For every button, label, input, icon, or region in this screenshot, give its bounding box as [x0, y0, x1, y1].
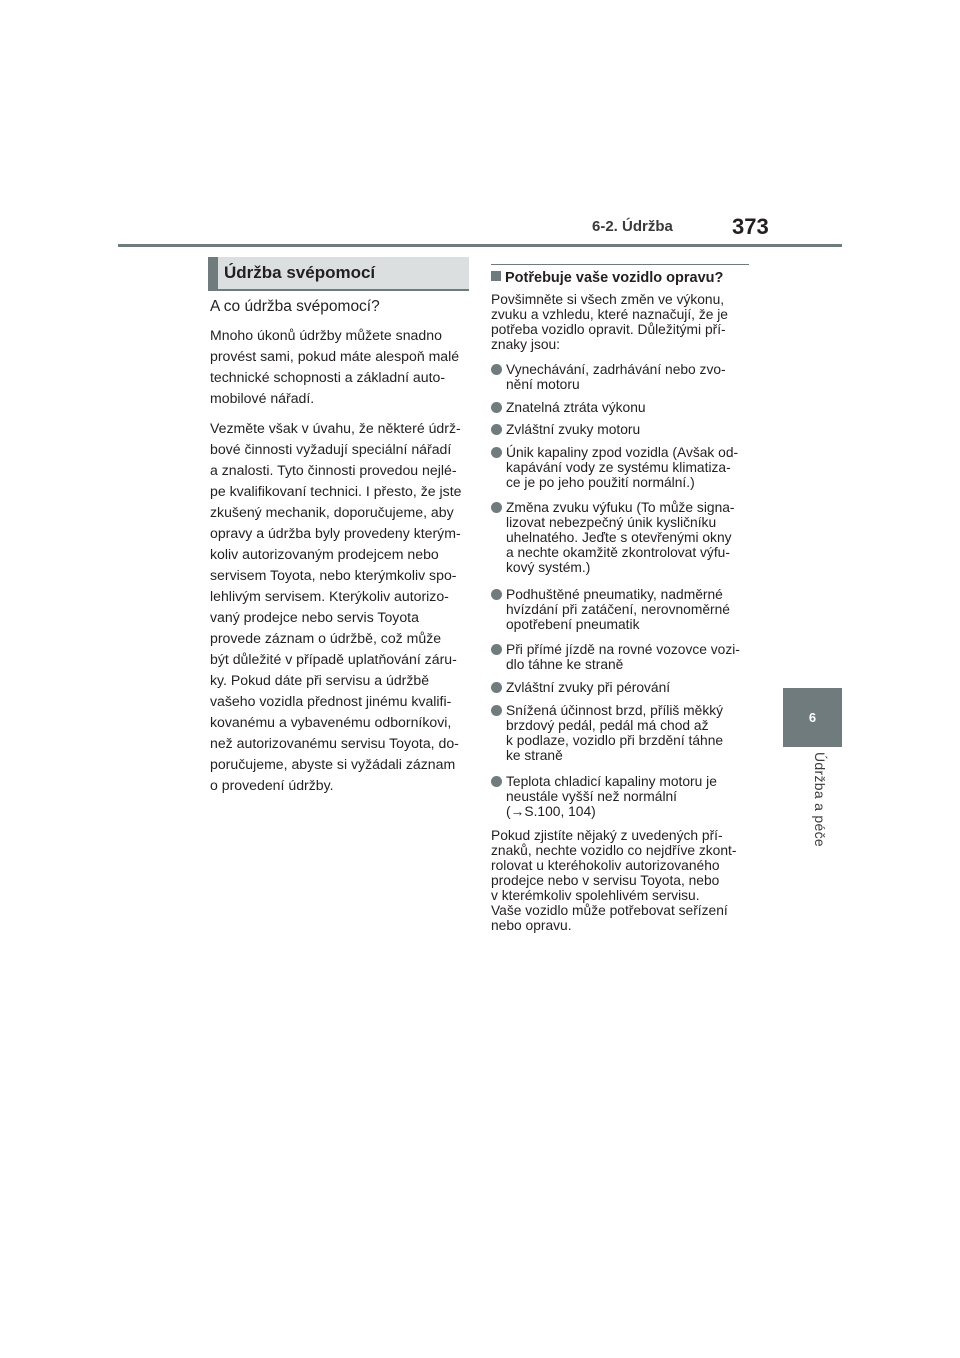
bullet-dot-icon — [491, 776, 502, 787]
text-line: Zvláštní zvuky při pérování — [506, 680, 671, 695]
chapter-number: 6 — [808, 710, 817, 725]
text-line: vašeho vozidla přednost jinému kvalifi- — [210, 693, 452, 709]
left-column — [210, 296, 472, 805]
text-line: a nechte okamžitě zkontrolovat výfu- — [506, 545, 730, 560]
text-line: Zvláštní zvuky motoru — [506, 422, 641, 437]
text-line: Vezměte však v úvahu, že některé údrž- — [210, 420, 461, 436]
text-line: a znalosti. Tyto činnosti provedou nejlé- — [210, 462, 457, 478]
text-line: znaků, nechte vozidlo co nejdříve zkont- — [491, 843, 737, 858]
bullet-dot-icon — [491, 402, 502, 413]
text-line: lizovat nebezpečný únik kysličníku — [506, 515, 717, 530]
text-line: prodejce nebo v servisu Toyota, nebo — [491, 873, 720, 888]
paragraph-2 — [210, 418, 472, 796]
text-line: Pokud zjistíte nějaký z uvedených pří- — [491, 828, 723, 843]
text-line: rolovat u kteréhokoliv autorizovaného — [491, 858, 720, 873]
bullet-dot-icon — [491, 705, 502, 716]
running-header-section: 6-2. Údržba — [592, 218, 673, 235]
square-bullet-icon — [491, 271, 501, 281]
text-line: Snížená účinnost brzd, příliš měkký — [506, 703, 724, 718]
text-line: provést sami, pokud máte alespoň malé — [210, 348, 460, 364]
text-line: kovanému a vybavenému odborníkovi, — [210, 714, 452, 730]
text-line: pe kvalifikovaní technici. I přesto, že jste — [210, 483, 462, 499]
subheading — [491, 270, 723, 286]
header-rule — [118, 244, 842, 247]
text-line: ke straně — [506, 748, 563, 763]
bullet-dot-icon — [491, 682, 502, 693]
text-line: Podhuštěné pneumatiky, nadměrné — [506, 587, 723, 602]
chapter-title: Údržba a péče — [812, 752, 828, 847]
text-line: kapávání vody ze systému klimatiza- — [506, 460, 731, 475]
bullet-dot-icon — [491, 424, 502, 435]
bullet-dot-icon — [491, 502, 502, 513]
text-line: dlo táhne ke straně — [506, 657, 624, 672]
section-title-accent — [208, 257, 218, 289]
page-reference-link[interactable]: (→S.100, 104) — [506, 804, 596, 819]
text-line: Vynechávání, zadrhávání nebo zvo- — [506, 362, 726, 377]
text-line: zvuku a vzhledu, které naznačují, že je — [491, 307, 728, 322]
text-line: Při přímé jízdě na rovné vozovce vozi- — [506, 642, 740, 657]
text-line: nění motoru — [506, 377, 580, 392]
page-number: 373 — [732, 214, 769, 239]
text-line: neustále vyšší než normální — [506, 789, 678, 804]
text-line: servisem Toyota, nebo kterýmkoliv spo- — [210, 567, 457, 583]
text-line: ky. Pokud dáte při servisu a údržbě — [210, 672, 430, 688]
text-line: poručujeme, abyste si vyžádali záznam — [210, 756, 456, 772]
text-line: lehlivým servisem. Kterýkoliv autorizo- — [210, 588, 449, 604]
text-line: hvízdání při zatáčení, nerovnoměrné — [506, 602, 730, 617]
section-title-box — [208, 257, 469, 291]
text-line: znaky jsou: — [491, 337, 561, 352]
text-line: zkušený mechanik, doporučujeme, aby — [210, 504, 454, 520]
text-line: ce je po jeho použití normální.) — [506, 475, 695, 490]
text-line: Vaše vozidlo může potřebovat seřízení — [491, 903, 728, 918]
bullet-dot-icon — [491, 589, 502, 600]
text-line: kový systém.) — [506, 560, 591, 575]
bullet-dot-icon — [491, 644, 502, 655]
bullet-dot-icon — [491, 364, 502, 375]
text-line: opotřebení pneumatik — [506, 617, 640, 632]
text-line: opravy a údržba byly provedeny kterým- — [210, 525, 461, 541]
subheading-text: Potřebuje vaše vozidlo opravu? — [505, 270, 724, 286]
text-line: Únik kapaliny zpod vozidla (Avšak od- — [506, 445, 739, 460]
bullet-dot-icon — [491, 447, 502, 458]
paragraph-1 — [210, 325, 472, 409]
text-line: mobilové nářadí. — [210, 390, 315, 406]
text-line: bové činnosti vyžadují speciální nářadí — [210, 441, 452, 457]
text-line: k podlaze, vozidlo při brzdění táhne — [506, 733, 724, 748]
text-line: Znatelná ztráta výkonu — [506, 400, 646, 415]
intro-paragraph — [491, 292, 728, 352]
section-title: Údržba svépomocí — [224, 263, 376, 282]
outro-paragraph — [491, 828, 736, 933]
text-line: v kterémkoliv spolehlivém servisu. — [491, 888, 700, 903]
text-line: technické schopnosti a základní auto- — [210, 369, 446, 385]
text-line: uhelnatého. Jeďte s otevřenými okny — [506, 530, 732, 545]
text-line: potřeba vozidlo opravit. Důležitými pří- — [491, 322, 726, 337]
text-line: Teplota chladicí kapaliny motoru je — [506, 774, 717, 789]
text-line: Změna zvuku výfuku (To může signa- — [506, 500, 735, 515]
text-line: než autorizovanému servisu Toyota, do- — [210, 735, 459, 751]
text-line: být důležité v případě uplatňování záru- — [210, 651, 457, 667]
text-line: Povšimněte si všech změn ve výkonu, — [491, 292, 725, 307]
text-line: vaný prodejce nebo servis Toyota — [210, 609, 419, 625]
subheading-rule — [491, 264, 749, 265]
question-heading: A co údržba svépomocí? — [210, 298, 380, 315]
text-line: provede záznam o údržbě, což může — [210, 630, 442, 646]
text-line: Mnoho úkonů údržby můžete snadno — [210, 327, 442, 343]
text-line: nebo opravu. — [491, 918, 572, 933]
text-line: brzdový pedál, pedál má chod až — [506, 718, 709, 733]
text-line: o provedení údržby. — [210, 777, 334, 793]
text-line: koliv autorizovaným prodejcem nebo — [210, 546, 439, 562]
